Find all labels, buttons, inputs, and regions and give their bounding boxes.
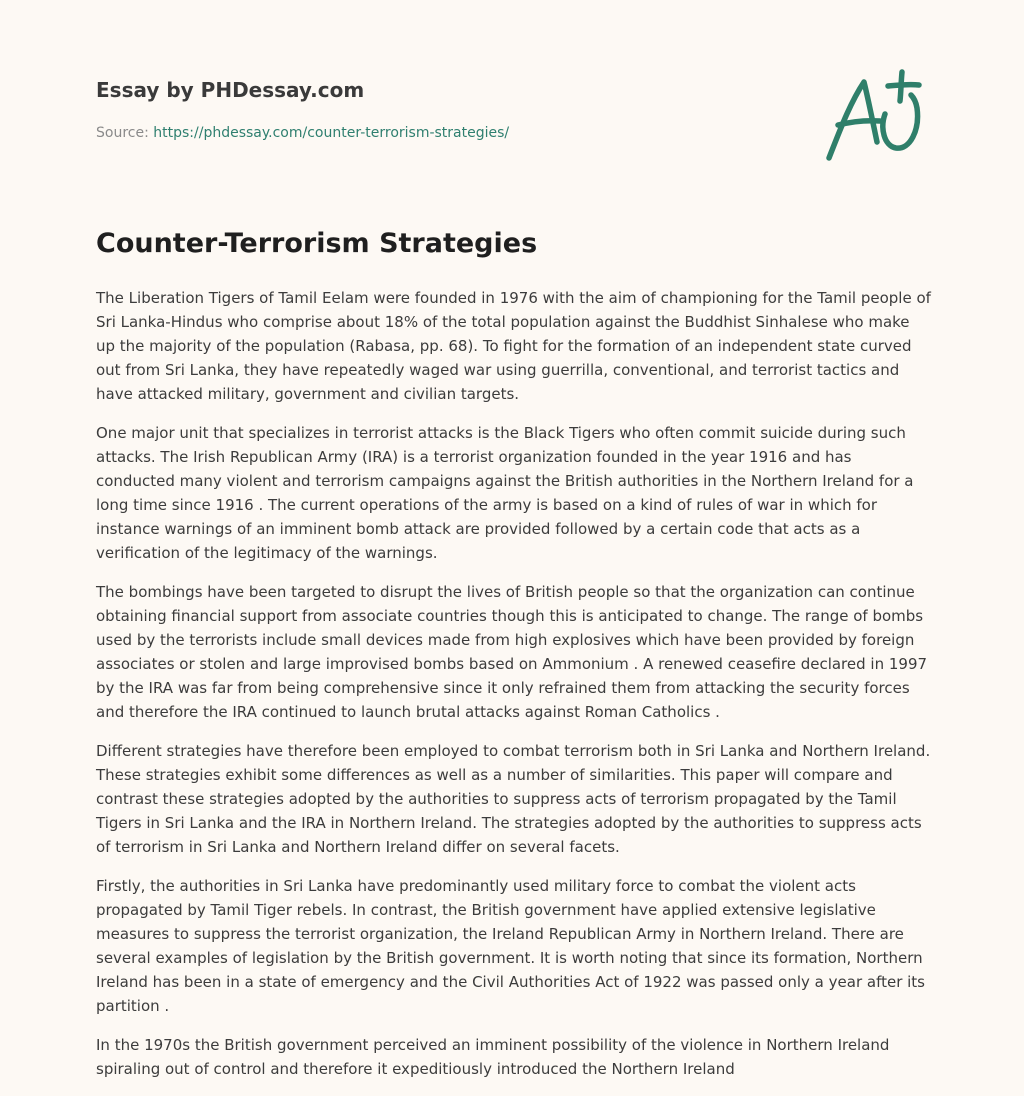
essay-paragraph: One major unit that specializes in terrorist attacks is the Black Tigers who often commit suicide during such attacks. The Irish Republican Army (IRA) is a terrorist organization founded in the year 1916 and has conducted many violent and terrorism campaigns against the British authorities in the Northern Ireland for a long time since 1916 . The current operations of the army is based on a kind of rules of war in which for instance warnings of an imminent bomb attack are provided followed by a certain code that acts as a verification of the legitimacy of the warnings. [96,424,914,562]
essay-paragraph: The bombings have been targeted to disrupt the lives of British people so that the organization can continue obtaining financial support from associate countries though this is anticipated to change. The range of bombs used by the terrorists include small devices made from high explosives which have been provided by foreign associates or stolen and large improvised bombs based on Ammonium . A renewed ceasefire declared in 1997 by the IRA was far from being comprehensive since it only refrained them from attacking the security forces and therefore the IRA continued to launch brutal attacks against Roman Catholics . [96,583,928,721]
a-plus-logo-icon [822,68,926,164]
essay-paragraph: Different strategies have therefore been employed to combat terrorism both in Sri Lanka and Northern Ireland. These strategies exhibit some differences as well as a number of similarities. This paper will compare and contrast these strategies adopted by the authorities to suppress acts of terrorism propagated by the Tamil Tigers in Sri Lanka and the IRA in Northern Ireland. The strategies adopted by the authorities to suppress acts of terrorism in Sri Lanka and Northern Ireland differ on several facets. [96,742,931,856]
essay-paragraph: In the 1970s the British government perceived an imminent possibility of the violence in Northern Ireland spiraling out of control and therefore it expeditiously introduced the Northern Ireland [96,1036,890,1078]
essay-body [96,286,932,1096]
source-label: Source: [96,125,154,141]
essay-paragraph: The Liberation Tigers of Tamil Eelam were founded in 1976 with the aim of championing for the Tamil people of Sri Lanka-Hindus who comprise about 18% of the total population against the Buddhist Sinhalese who make up the majority of the population (Rabasa, pp. 68). To fight for the formation of an independent state curved out from Sri Lanka, they have repeatedly waged war using guerrilla, conventional, and terrorist tactics and have attacked military, government and civilian targets. [96,289,931,403]
source-link[interactable]: https://phdessay.com/counter-terrorism-strategies/ [153,125,510,141]
page-header [96,78,936,141]
source-line [96,125,509,141]
essay-title: Counter-Terrorism Strategies [96,228,538,259]
essay-paragraph: Firstly, the authorities in Sri Lanka have predominantly used military force to combat the violent acts propagated by Tamil Tiger rebels. In contrast, the British government have applied extensive legislative measures to suppress the terrorist organization, the Ireland Republican Army in Northern Ireland. There are several examples of legislation by the British government. It is worth noting that since its formation, Northern Ireland has been in a state of emergency and the Civil Authorities Act of 1922 was passed only a year after its partition . [96,877,925,1015]
site-brand: Essay by PHDessay.com [96,78,365,102]
